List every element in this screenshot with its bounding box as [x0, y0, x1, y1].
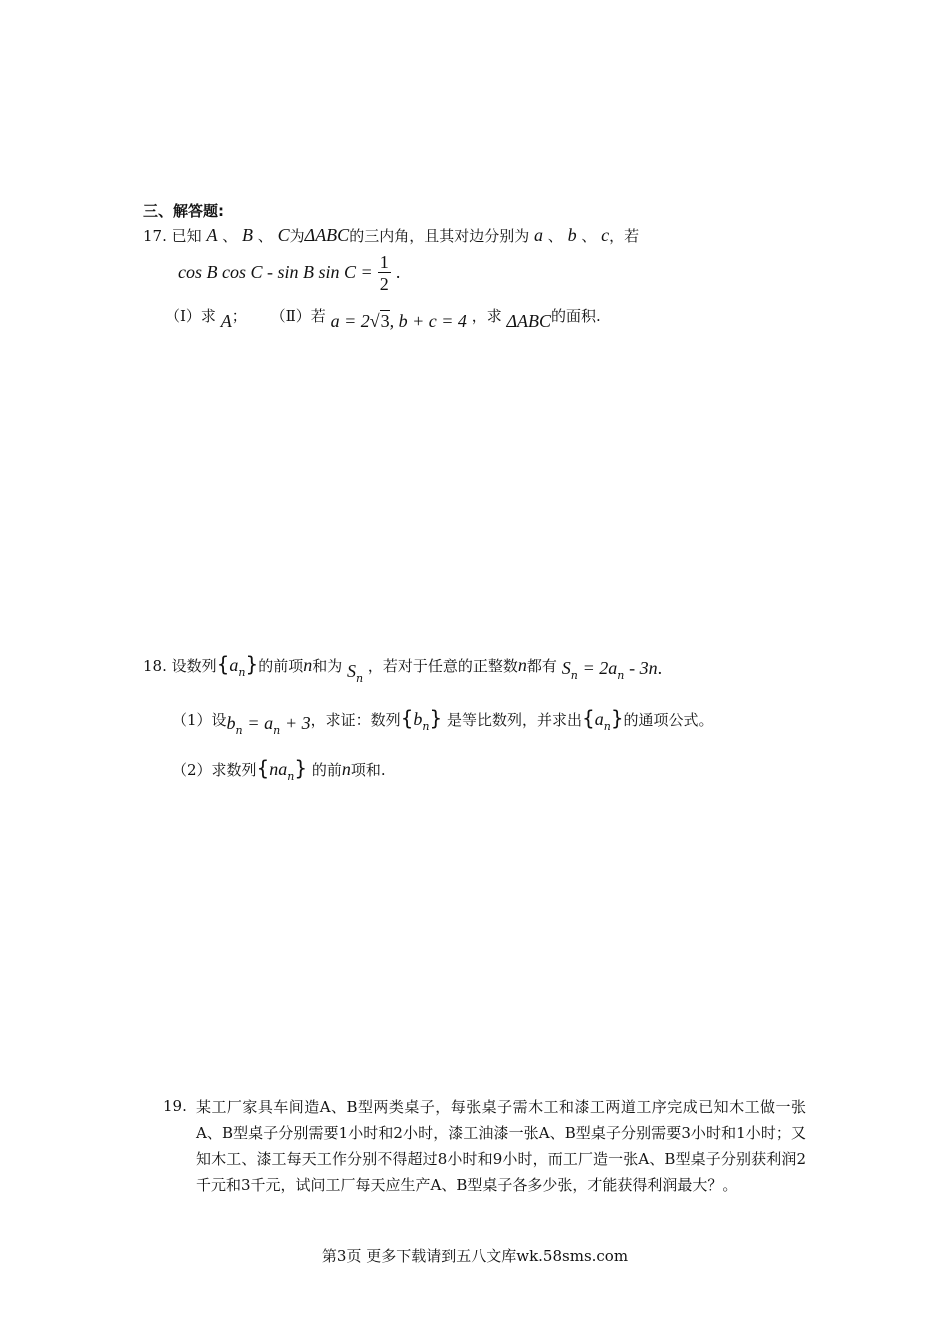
q17-condition: a = 2√3, b + c = 4 — [330, 311, 467, 331]
q18-number: 18. — [143, 657, 167, 675]
q18-formula: $S_n = 2a_n - 3n$. — [561, 658, 663, 682]
question-18-line1: 18. 设数列$\{a_n\}$的前项n和为 $S_n$ ，若对于任意的正整数n都有 $S_n = 2a_n - 3n$. — [143, 652, 663, 685]
q17-parts: （Ⅰ）求 A； （Ⅱ）若 a = 2√3, b + c = 4 ，求 ΔABC的面积. — [165, 307, 601, 331]
q19-text: 某工厂家具车间造A、B型两类桌子，每张桌子需木工和漆工两道工序完成已知木工做一张A、B型桌子分别需要1小时和2小时，漆工油漆一张A、B型桌子分别需要3小时和1小时；又知木工、漆工每天工作分别不得超过8小时和9小时，而工厂造一张A、B型桌子分别获利润2千元和3千元，试问工厂每天应生产A、B型桌子各多少张，才能获得利润最大？。 — [196, 1098, 806, 1194]
section-heading: 三、解答题: — [143, 202, 224, 220]
question-17-line1: 17. 已知 A 、 B 、 C为ΔABC的三内角，且其对边分别为 a 、 b 、 c，若 — [143, 225, 640, 245]
page-footer: 第3页 更多下载请到五八文库wk.58sms.com — [321, 1247, 629, 1265]
q18-b-definition: $b_n = a_n + 3$ — [226, 713, 311, 737]
q17-number: 17. — [143, 227, 167, 245]
q18-part1: （1）设$b_n = a_n + 3$，求证：数列$\{b_n\}$ 是等比数列，并求出$\{a_n\}$的通项公式。 — [172, 706, 714, 737]
q17-equation: cos B cos C - sin B sin C = $\frac{1}{2}$ . — [178, 252, 401, 294]
q17-fraction: $\frac{1}{2}$ — [379, 252, 389, 294]
q17-triangle: ΔABC — [304, 225, 350, 245]
q19-number: 19. — [163, 1097, 187, 1115]
q18-part2: （2）求数列$\{na_n\}$ 的前n项和. — [172, 756, 386, 783]
